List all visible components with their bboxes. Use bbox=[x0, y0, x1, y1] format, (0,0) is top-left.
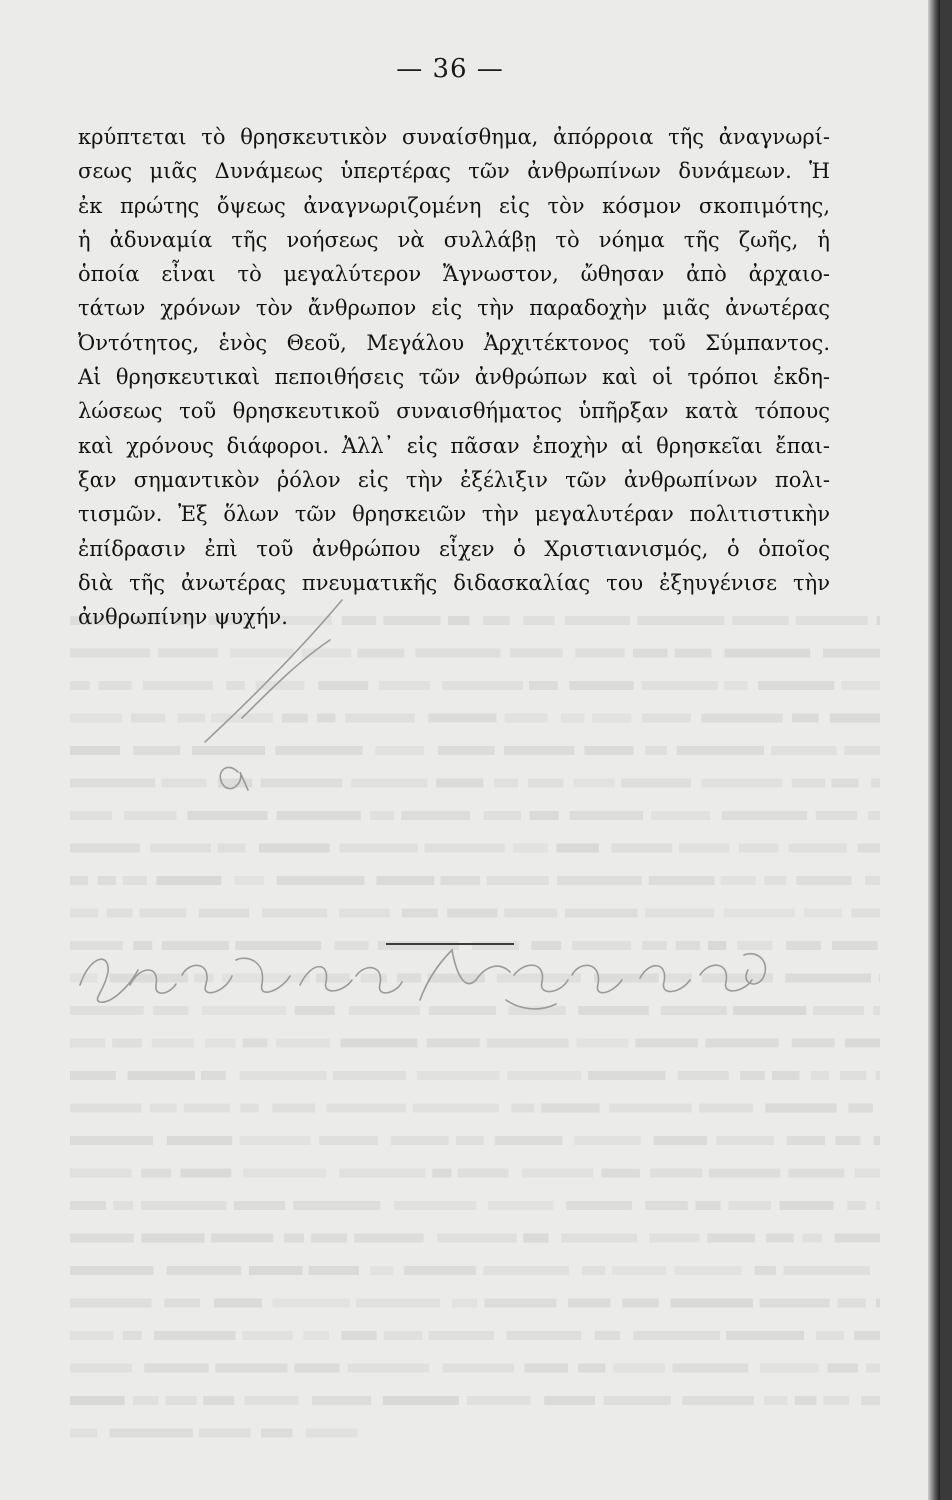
text-line: ὁποία εἶναι τὸ μεγαλύτερον Ἄγνωστον, ὤθησαν ἀπὸ ἀρχαιο- bbox=[78, 262, 830, 287]
text-line: σεως μιᾶς Δυνάμεως ὑπερτέρας τῶν ἀνθρωπίνων δυνάμεων. Ἡ bbox=[78, 159, 830, 184]
text-line: τάτων χρόνων τὸν ἄνθρωπον εἰς τὴν παραδοχὴν μιᾶς ἀνωτέρας bbox=[78, 296, 830, 321]
text-line: τισμῶν. Ἐξ ὅλων τῶν θρησκειῶν τὴν μεγαλυτέραν πολιτιστικὴν bbox=[78, 502, 830, 527]
text-line: ἡ ἀδυναμία τῆς νοήσεως νὰ συλλάβῃ τὸ νόημα τῆς ζωῆς, ἡ bbox=[78, 227, 830, 252]
text-line: διὰ τῆς ἀνωτέρας πνευματικῆς διδασκαλίας του ἐξηυγένισε τὴν bbox=[78, 570, 830, 595]
text-line: Αἱ θρησκευτικαὶ πεποιθήσεις τῶν ἀνθρώπων καὶ οἱ τρόποι ἐκδη- bbox=[78, 365, 830, 390]
text-line: ξαν σημαντικὸν ῥόλον εἰς τὴν ἐξέλιξιν τῶν ἀνθρωπίνων πολι- bbox=[78, 467, 830, 492]
text-line: λώσεως τοῦ θρησκευτικοῦ συναισθήματος ὑπῆρξαν κατὰ τόπους bbox=[78, 399, 830, 424]
text-line: κρύπτεται τὸ θρησκευτικὸν συναίσθημα, ἀπόρροια τῆς ἀναγνωρί- bbox=[78, 125, 830, 149]
page-number: — 36 — bbox=[396, 54, 504, 84]
text-line: ἐκ πρώτης ὄψεως ἀναγνωριζομένη εἰς τὸν κόσμον σκοπιμότης, bbox=[78, 193, 830, 218]
binding-edge bbox=[928, 0, 940, 1500]
text-line: καὶ χρόνους διάφοροι. Ἀλλ᾿ εἰς πᾶσαν ἐποχὴν αἱ θρησκεῖαι ἔπαι- bbox=[78, 433, 830, 458]
text-line: ἐπίδρασιν ἐπὶ τοῦ ἀνθρώπου εἶχεν ὁ Χριστιανισμός, ὁ ὁποῖος bbox=[78, 536, 830, 561]
text-line: ἀνθρωπίνην ψυχήν. bbox=[78, 605, 288, 630]
text-line: Ὀντότητος, ἑνὸς Θεοῦ, Μεγάλου Ἀρχιτέκτονος τοῦ Σύμπαντος. bbox=[78, 330, 830, 355]
